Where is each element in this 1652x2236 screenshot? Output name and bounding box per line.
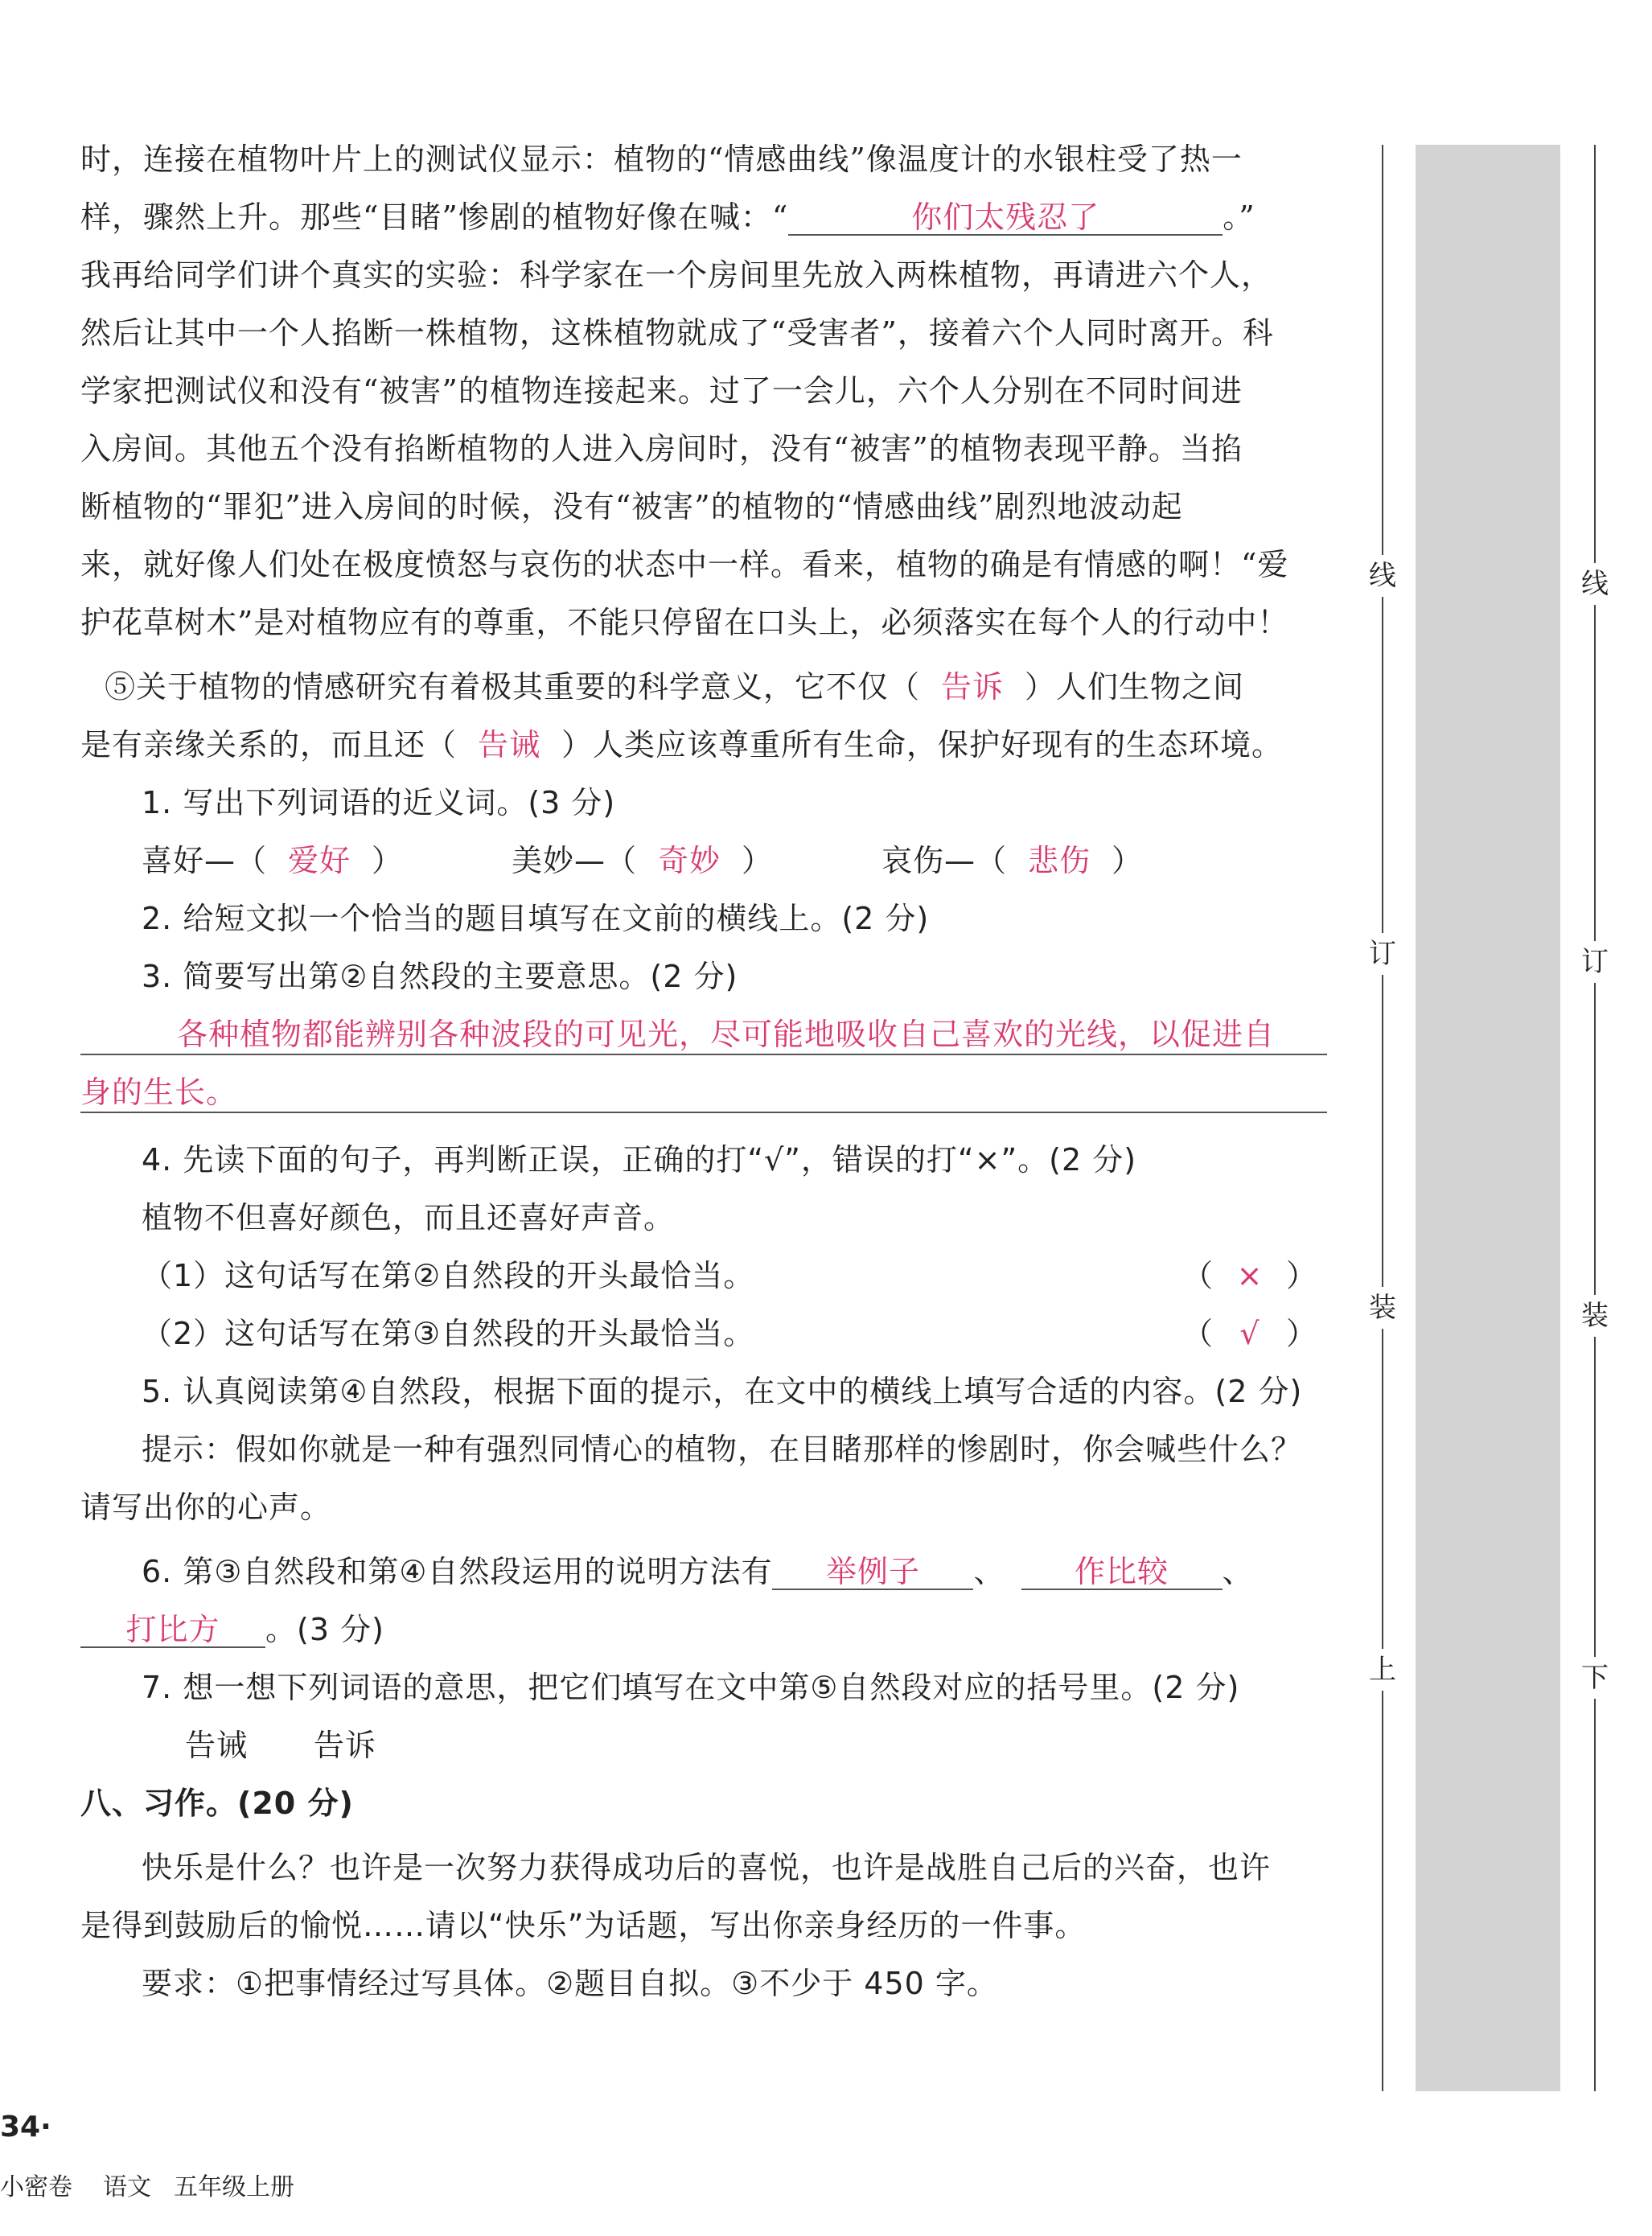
binding-strip [1416, 145, 1560, 2091]
line2-before: 样，骤然上升。那些“目睹”惨剧的植物好像在喊：“ [80, 199, 789, 235]
para5-answer-2[interactable]: 告诫 [478, 727, 541, 762]
section8-para-2: 是得到鼓励后的愉悦……请以“快乐”为话题，写出你亲身经历的一件事。 [80, 1908, 1087, 1943]
q1-item-1 [142, 841, 403, 880]
para5-answer-1[interactable]: 告诉 [941, 669, 1005, 705]
binding-label-outer-4: 下 [1579, 1657, 1611, 1699]
section8-title: 八、习作。(20 分) [80, 1786, 354, 1821]
q4-judge-2 [1182, 1314, 1317, 1353]
binding-label-outer-1: 线 [1579, 563, 1611, 605]
q6-tail: 。(3 分) [265, 1612, 384, 1647]
q7-word-2: 告诉 [314, 1728, 377, 1763]
q4-close-2: ） [1286, 1316, 1318, 1351]
para5-text-c: 是有亲缘关系的，而且还（ [80, 727, 458, 762]
q6-line-2 [80, 1610, 384, 1649]
q4-sentence: 植物不但喜好颜色，而且还喜好声音。 [142, 1200, 676, 1235]
q4-open-2: （ [1182, 1316, 1214, 1351]
line2-answer-blank[interactable]: 你们太残忍了 [788, 200, 1223, 236]
q4-item-2: （2）这句话写在第③自然段的开头最恰当。 [142, 1316, 755, 1351]
para5-text-b: ）人们生物之间 [1025, 669, 1245, 705]
q3-prompt: 3. 简要写出第②自然段的主要意思。(2 分) [142, 959, 738, 994]
q1-item-3 [881, 841, 1143, 880]
q4-item-1: （1）这句话写在第②自然段的开头最恰当。 [142, 1258, 755, 1293]
q1-item-2 [512, 841, 773, 880]
passage-line-2 [80, 198, 1255, 236]
passage-line-8: 来，就好像人们处在极度愤怒与哀伤的状态中一样。看来，植物的确是有情感的啊！“爱 [80, 547, 1289, 582]
footer-book: 小密卷 [0, 2173, 72, 2201]
q2-prompt: 2. 给短文拟一个恰当的题目填写在文前的横线上。(2 分) [142, 901, 930, 936]
q4-mark-1[interactable]: × [1236, 1258, 1264, 1293]
q1-close-2: ） [742, 843, 774, 878]
passage-line-9: 护花草树木”是对植物应有的尊重，不能只停留在口头上，必须落实在每个人的行动中！ [80, 605, 1289, 640]
q4-prompt: 4. 先读下面的句子，再判断正误，正确的打“√”，错误的打“×”。(2 分) [142, 1142, 1137, 1178]
para5-text-d: ）人类应该尊重所有生命，保护好现有的生态环境。 [561, 727, 1284, 762]
q1-close-1: ） [372, 843, 404, 878]
q6-sep-1: 、 [973, 1554, 1005, 1589]
binding-label-inner-1: 线 [1366, 555, 1399, 597]
q5-hint-2: 请写出你的心声。 [80, 1490, 332, 1525]
passage-line-4: 然后让其中一个人掐断一株植物，这株植物就成了“受害者”，接着六个人同时离开。科 [80, 315, 1274, 351]
section8-para-1: 快乐是什么？也许是一次努力获得成功后的喜悦，也许是战胜自己后的兴奋，也许 [142, 1850, 1272, 1885]
binding-line-outer [1594, 145, 1596, 2091]
binding-label-inner-3: 装 [1366, 1287, 1399, 1329]
binding-label-inner-4: 上 [1366, 1649, 1399, 1691]
q4-close-1: ） [1286, 1258, 1318, 1293]
q3-answer-line-1[interactable]: 各种植物都能辨别各种波段的可见光，尽可能地吸收自己喜欢的光线，以促进自 [80, 1015, 1327, 1055]
passage-line-6: 入房间。其他五个没有掐断植物的人进入房间时，没有“被害”的植物表现平静。当掐 [80, 431, 1243, 467]
q1-prompt: 1. 写出下列词语的近义词。(3 分) [142, 785, 616, 820]
binding-label-inner-2: 订 [1366, 933, 1399, 975]
q3-answer-line-2[interactable]: 身的生长。 [80, 1073, 1327, 1113]
q6-answer-3[interactable]: 打比方 [80, 1613, 265, 1648]
para5-text-a: ⑤关于植物的情感研究有着极其重要的科学意义，它不仅（ [105, 669, 921, 705]
footer-subject: 语文 [103, 2173, 151, 2201]
binding-line-inner [1382, 145, 1383, 2091]
q5-prompt: 5. 认真阅读第④自然段，根据下面的提示，在文中的横线上填写合适的内容。(2 分) [142, 1374, 1303, 1409]
q6-answer-2[interactable]: 作比较 [1021, 1555, 1223, 1590]
q5-hint-1: 提示：假如你就是一种有强烈同情心的植物，在目睹那样的惨剧时，你会喊些什么？ [142, 1432, 1303, 1467]
q4-open-1: （ [1182, 1258, 1214, 1293]
q1-word-3: 哀伤—（ [881, 843, 1008, 878]
q1-answer-3[interactable]: 悲伤 [1028, 843, 1091, 878]
passage-line-3: 我再给同学们讲个真实的实验：科学家在一个房间里先放入两株植物，再请进六个人， [80, 257, 1273, 293]
q1-answer-2[interactable]: 奇妙 [658, 843, 721, 878]
passage-line-5: 学家把测试仪和没有“被害”的植物连接起来。过了一会儿，六个人分别在不同时间进 [80, 373, 1243, 409]
q1-word-1: 喜好—（ [142, 843, 268, 878]
page-number: 34· [0, 2111, 51, 2144]
q7-prompt: 7. 想一想下列词语的意思，把它们填写在文中第⑤自然段对应的括号里。(2 分) [142, 1670, 1240, 1705]
q1-close-3: ） [1112, 843, 1144, 878]
q1-word-2: 美妙—（ [512, 843, 638, 878]
footer-grade: 五年级上册 [174, 2173, 294, 2201]
para5-line-2 [80, 725, 1283, 764]
passage-line-7: 断植物的“罪犯”进入房间的时候，没有“被害”的植物的“情感曲线”剧烈地波动起 [80, 489, 1183, 524]
q4-judge-1 [1182, 1256, 1317, 1295]
q4-mark-2[interactable]: √ [1239, 1316, 1260, 1351]
para5-line-1 [105, 668, 1244, 706]
binding-label-outer-3: 装 [1579, 1295, 1611, 1337]
q6-answer-1[interactable]: 举例子 [772, 1555, 973, 1590]
q1-answer-1[interactable]: 爱好 [288, 843, 351, 878]
q7-word-1: 告诫 [185, 1728, 249, 1763]
q6-prompt: 6. 第③自然段和第④自然段运用的说明方法有 [142, 1554, 773, 1589]
q6-sep-2: 、 [1222, 1554, 1254, 1589]
section8-requirements: 要求：①把事情经过写具体。②题目自拟。③不少于 450 字。 [142, 1966, 998, 2001]
q6-line-1 [142, 1552, 1254, 1591]
passage-line-1: 时，连接在植物叶片上的测试仪显示：植物的“情感曲线”像温度计的水银柱受了热一 [80, 142, 1243, 177]
line2-after: 。” [1223, 199, 1255, 235]
binding-label-outer-2: 订 [1579, 941, 1611, 983]
